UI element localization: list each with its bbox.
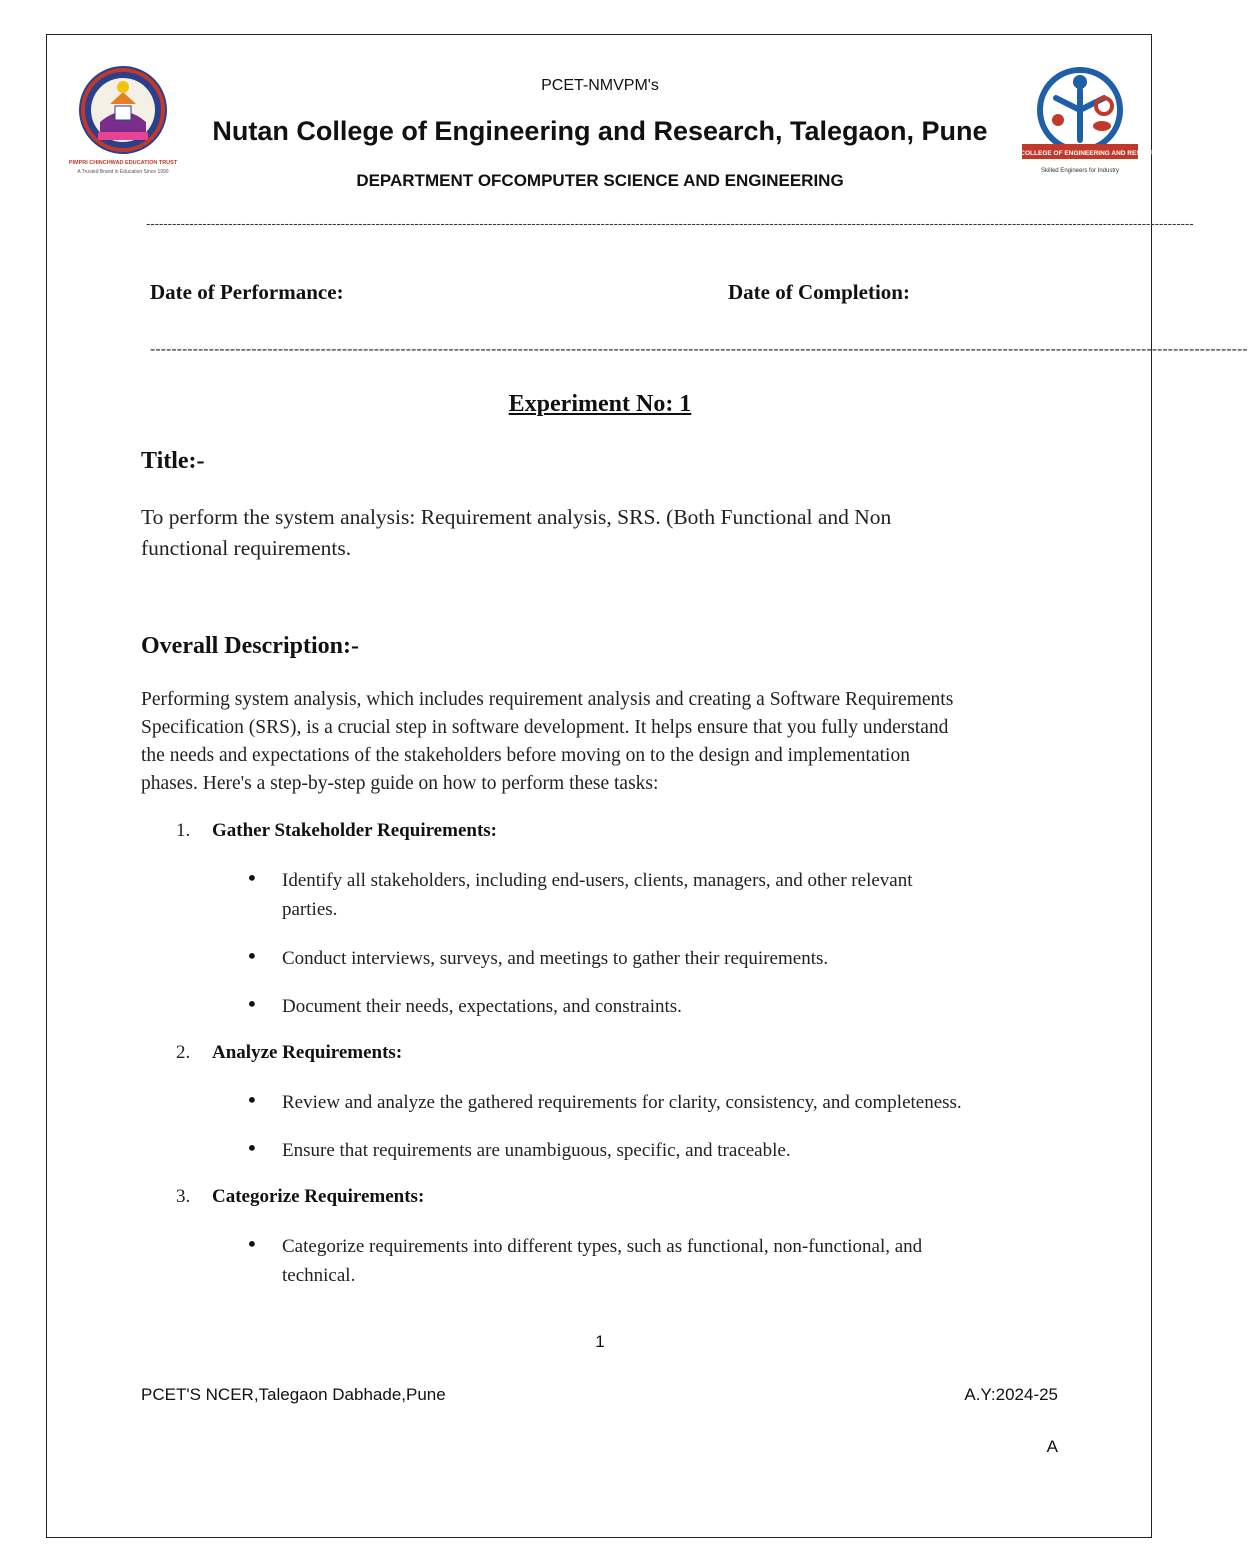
paragraph-line: Specification (SRS), is a crucial step in software development. It helps ensure that you fully understand bbox=[141, 717, 949, 738]
bullet-item: Conduct interviews, surveys, and meetings to gather their requirements. bbox=[282, 948, 829, 969]
bullet-item: Review and analyze the gathered requirements for clarity, consistency, and completeness. bbox=[282, 1092, 962, 1113]
footer-academic-year: A.Y:2024-25 bbox=[964, 1385, 1058, 1404]
left-logo-caption-bottom: A Trusted Brand in Education Since 1990 bbox=[77, 169, 169, 175]
step-number: 1. bbox=[176, 820, 191, 841]
bullet-icon: • bbox=[246, 866, 258, 890]
paragraph-line: Performing system analysis, which includes requirement analysis and creating a Software Requirements bbox=[141, 689, 954, 710]
right-logo-banner: NUTAN COLLEGE OF ENGINEERING AND RESEARCH bbox=[996, 150, 1164, 157]
date-of-completion-label: Date of Completion: bbox=[728, 280, 910, 304]
header-divider: -------------------------------------------------------------------------------------------------------------------------------------------------------------------------------------------------------------------------------------------------- bbox=[146, 216, 1194, 231]
bullet-item bbox=[282, 1232, 1062, 1290]
paragraph-line: the needs and expectations of the stakeholders before moving on to the design and implementation bbox=[141, 745, 910, 766]
paragraph-line: phases. Here's a step-by-step guide on how to perform these tasks: bbox=[141, 773, 659, 794]
title-text-line: To perform the system analysis: Requirement analysis, SRS. (Both Functional and Non bbox=[141, 505, 892, 529]
bullet-icon: • bbox=[246, 1088, 258, 1112]
college-name: Nutan College of Engineering and Research, Talegaon, Pune bbox=[212, 116, 988, 146]
footer-division: A bbox=[1046, 1437, 1058, 1456]
title-text-line: functional requirements. bbox=[141, 536, 352, 560]
pcet-emblem-icon bbox=[60, 62, 186, 180]
date-of-performance-label: Date of Performance: bbox=[150, 280, 344, 304]
bullet-item: Ensure that requirements are unambiguous, specific, and traceable. bbox=[282, 1140, 791, 1161]
bullet-line: Categorize requirements into different types, such as functional, non-functional, and bbox=[282, 1236, 923, 1257]
bullet-line: technical. bbox=[282, 1265, 356, 1286]
step-number: 2. bbox=[176, 1042, 191, 1063]
step-title: Analyze Requirements: bbox=[212, 1042, 403, 1063]
right-logo-tagline: Skilled Engineers for Industry bbox=[1040, 168, 1120, 174]
title-text bbox=[141, 502, 891, 564]
dates-divider: -------------------------------------------------------------------------------------------------------------------------------------------------------------------------------------------------------------- bbox=[150, 341, 1248, 358]
bullet-item: Document their needs, expectations, and constraints. bbox=[282, 996, 682, 1017]
bullet-item bbox=[282, 866, 1062, 924]
title-label: Title:- bbox=[141, 448, 205, 474]
bullet-line: Identify all stakeholders, including end-users, clients, managers, and other relevant bbox=[282, 870, 913, 891]
step-title: Gather Stakeholder Requirements: bbox=[212, 820, 497, 841]
ncer-logo bbox=[996, 64, 1164, 176]
department-name: DEPARTMENT OFCOMPUTER SCIENCE AND ENGINEERING bbox=[356, 171, 844, 190]
footer-institute: PCET'S NCER,Talegaon Dabhade,Pune bbox=[141, 1385, 446, 1404]
bullet-icon: • bbox=[246, 1136, 258, 1160]
overall-description-paragraph bbox=[141, 686, 1101, 798]
page-number: 1 bbox=[595, 1332, 605, 1351]
step-number: 3. bbox=[176, 1186, 191, 1207]
pcet-emblem-logo bbox=[60, 62, 186, 180]
experiment-heading: Experiment No: 1 bbox=[508, 391, 692, 417]
bullet-icon: • bbox=[246, 992, 258, 1016]
bullet-line: parties. bbox=[282, 899, 338, 920]
overall-description-heading: Overall Description:- bbox=[141, 633, 359, 659]
left-logo-caption-top: PIMPRI CHINCHWAD EDUCATION TRUST bbox=[68, 160, 178, 166]
bullet-icon: • bbox=[246, 1232, 258, 1256]
step-title: Categorize Requirements: bbox=[212, 1186, 425, 1207]
org-line: PCET-NMVPM's bbox=[541, 77, 659, 94]
ncer-logo-icon bbox=[996, 64, 1164, 176]
bullet-icon: • bbox=[246, 944, 258, 968]
